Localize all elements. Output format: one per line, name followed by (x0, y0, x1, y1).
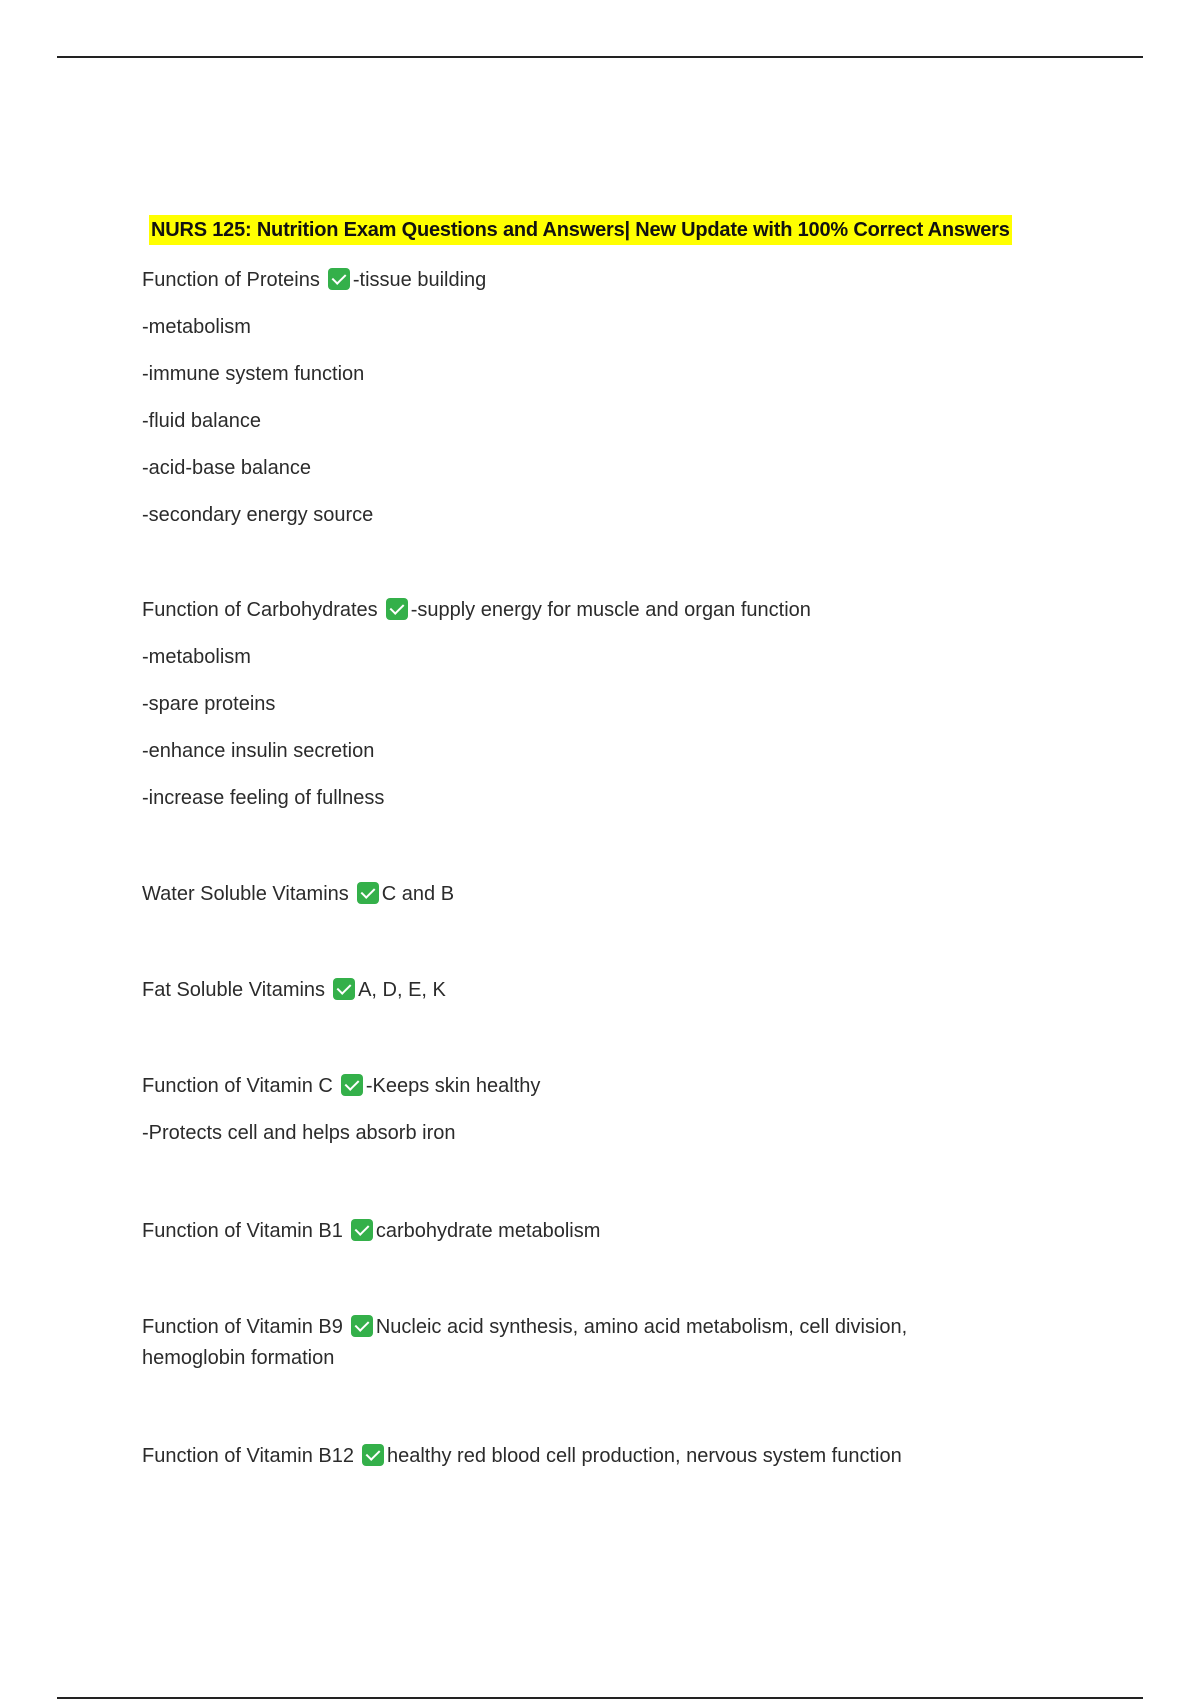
answer-line: -Protects cell and helps absorb iron (142, 1122, 456, 1144)
answer-line: -acid-base balance (142, 457, 311, 479)
qa-entry-proteins (142, 257, 1042, 539)
question: Function of Vitamin B1 (142, 1220, 343, 1242)
check-icon (351, 1219, 373, 1241)
answer-line: -increase feeling of fullness (142, 787, 385, 809)
check-icon (351, 1315, 373, 1337)
document-title: NURS 125: Nutrition Exam Questions and Answers| New Update with 100% Correct Answers (149, 215, 1012, 245)
answer-line: -metabolism (142, 646, 251, 668)
qa-entry-vitamin-b9 (142, 1304, 1002, 1374)
check-icon (362, 1444, 384, 1466)
question: Function of Vitamin B12 (142, 1445, 354, 1467)
question: Function of Proteins (142, 269, 320, 291)
qa-entry-carbohydrates (142, 587, 1042, 822)
check-icon (328, 268, 350, 290)
qa-entry-fat-soluble-vitamins (142, 967, 1042, 1014)
question: Function of Carbohydrates (142, 599, 378, 621)
answer: Nucleic acid synthesis, amino acid metabolism, cell division, hemoglobin formation (142, 1316, 908, 1369)
answer: -supply energy for muscle and organ function (410, 599, 811, 621)
answer-line: -enhance insulin secretion (142, 740, 375, 762)
check-icon (341, 1074, 363, 1096)
check-icon (333, 978, 355, 1000)
qa-entry-vitamin-c (142, 1063, 1042, 1157)
answer: healthy red blood cell production, nervous system function (386, 1445, 902, 1467)
footer-rule (57, 1697, 1143, 1699)
answer-line: -immune system function (142, 363, 365, 385)
question: Fat Soluble Vitamins (142, 979, 326, 1001)
qa-entry-vitamin-b12 (142, 1433, 1042, 1480)
answer-line: -spare proteins (142, 693, 276, 715)
question: Function of Vitamin B9 (142, 1316, 343, 1338)
answer-line: -secondary energy source (142, 504, 374, 526)
answer-line: -metabolism (142, 316, 251, 338)
answer: C and B (381, 883, 455, 905)
answer: carbohydrate metabolism (375, 1220, 601, 1242)
header-rule (57, 56, 1143, 58)
answer: -Keeps skin healthy (365, 1075, 541, 1097)
check-icon (386, 598, 408, 620)
answer: -tissue building (352, 269, 487, 291)
answer-line: -fluid balance (142, 410, 261, 432)
qa-entry-water-soluble-vitamins (142, 871, 1042, 918)
title-block (149, 215, 1012, 245)
question: Function of Vitamin C (142, 1075, 333, 1097)
question: Water Soluble Vitamins (142, 883, 349, 905)
qa-entry-vitamin-b1 (142, 1208, 1042, 1255)
check-icon (357, 882, 379, 904)
answer: A, D, E, K (358, 979, 446, 1001)
